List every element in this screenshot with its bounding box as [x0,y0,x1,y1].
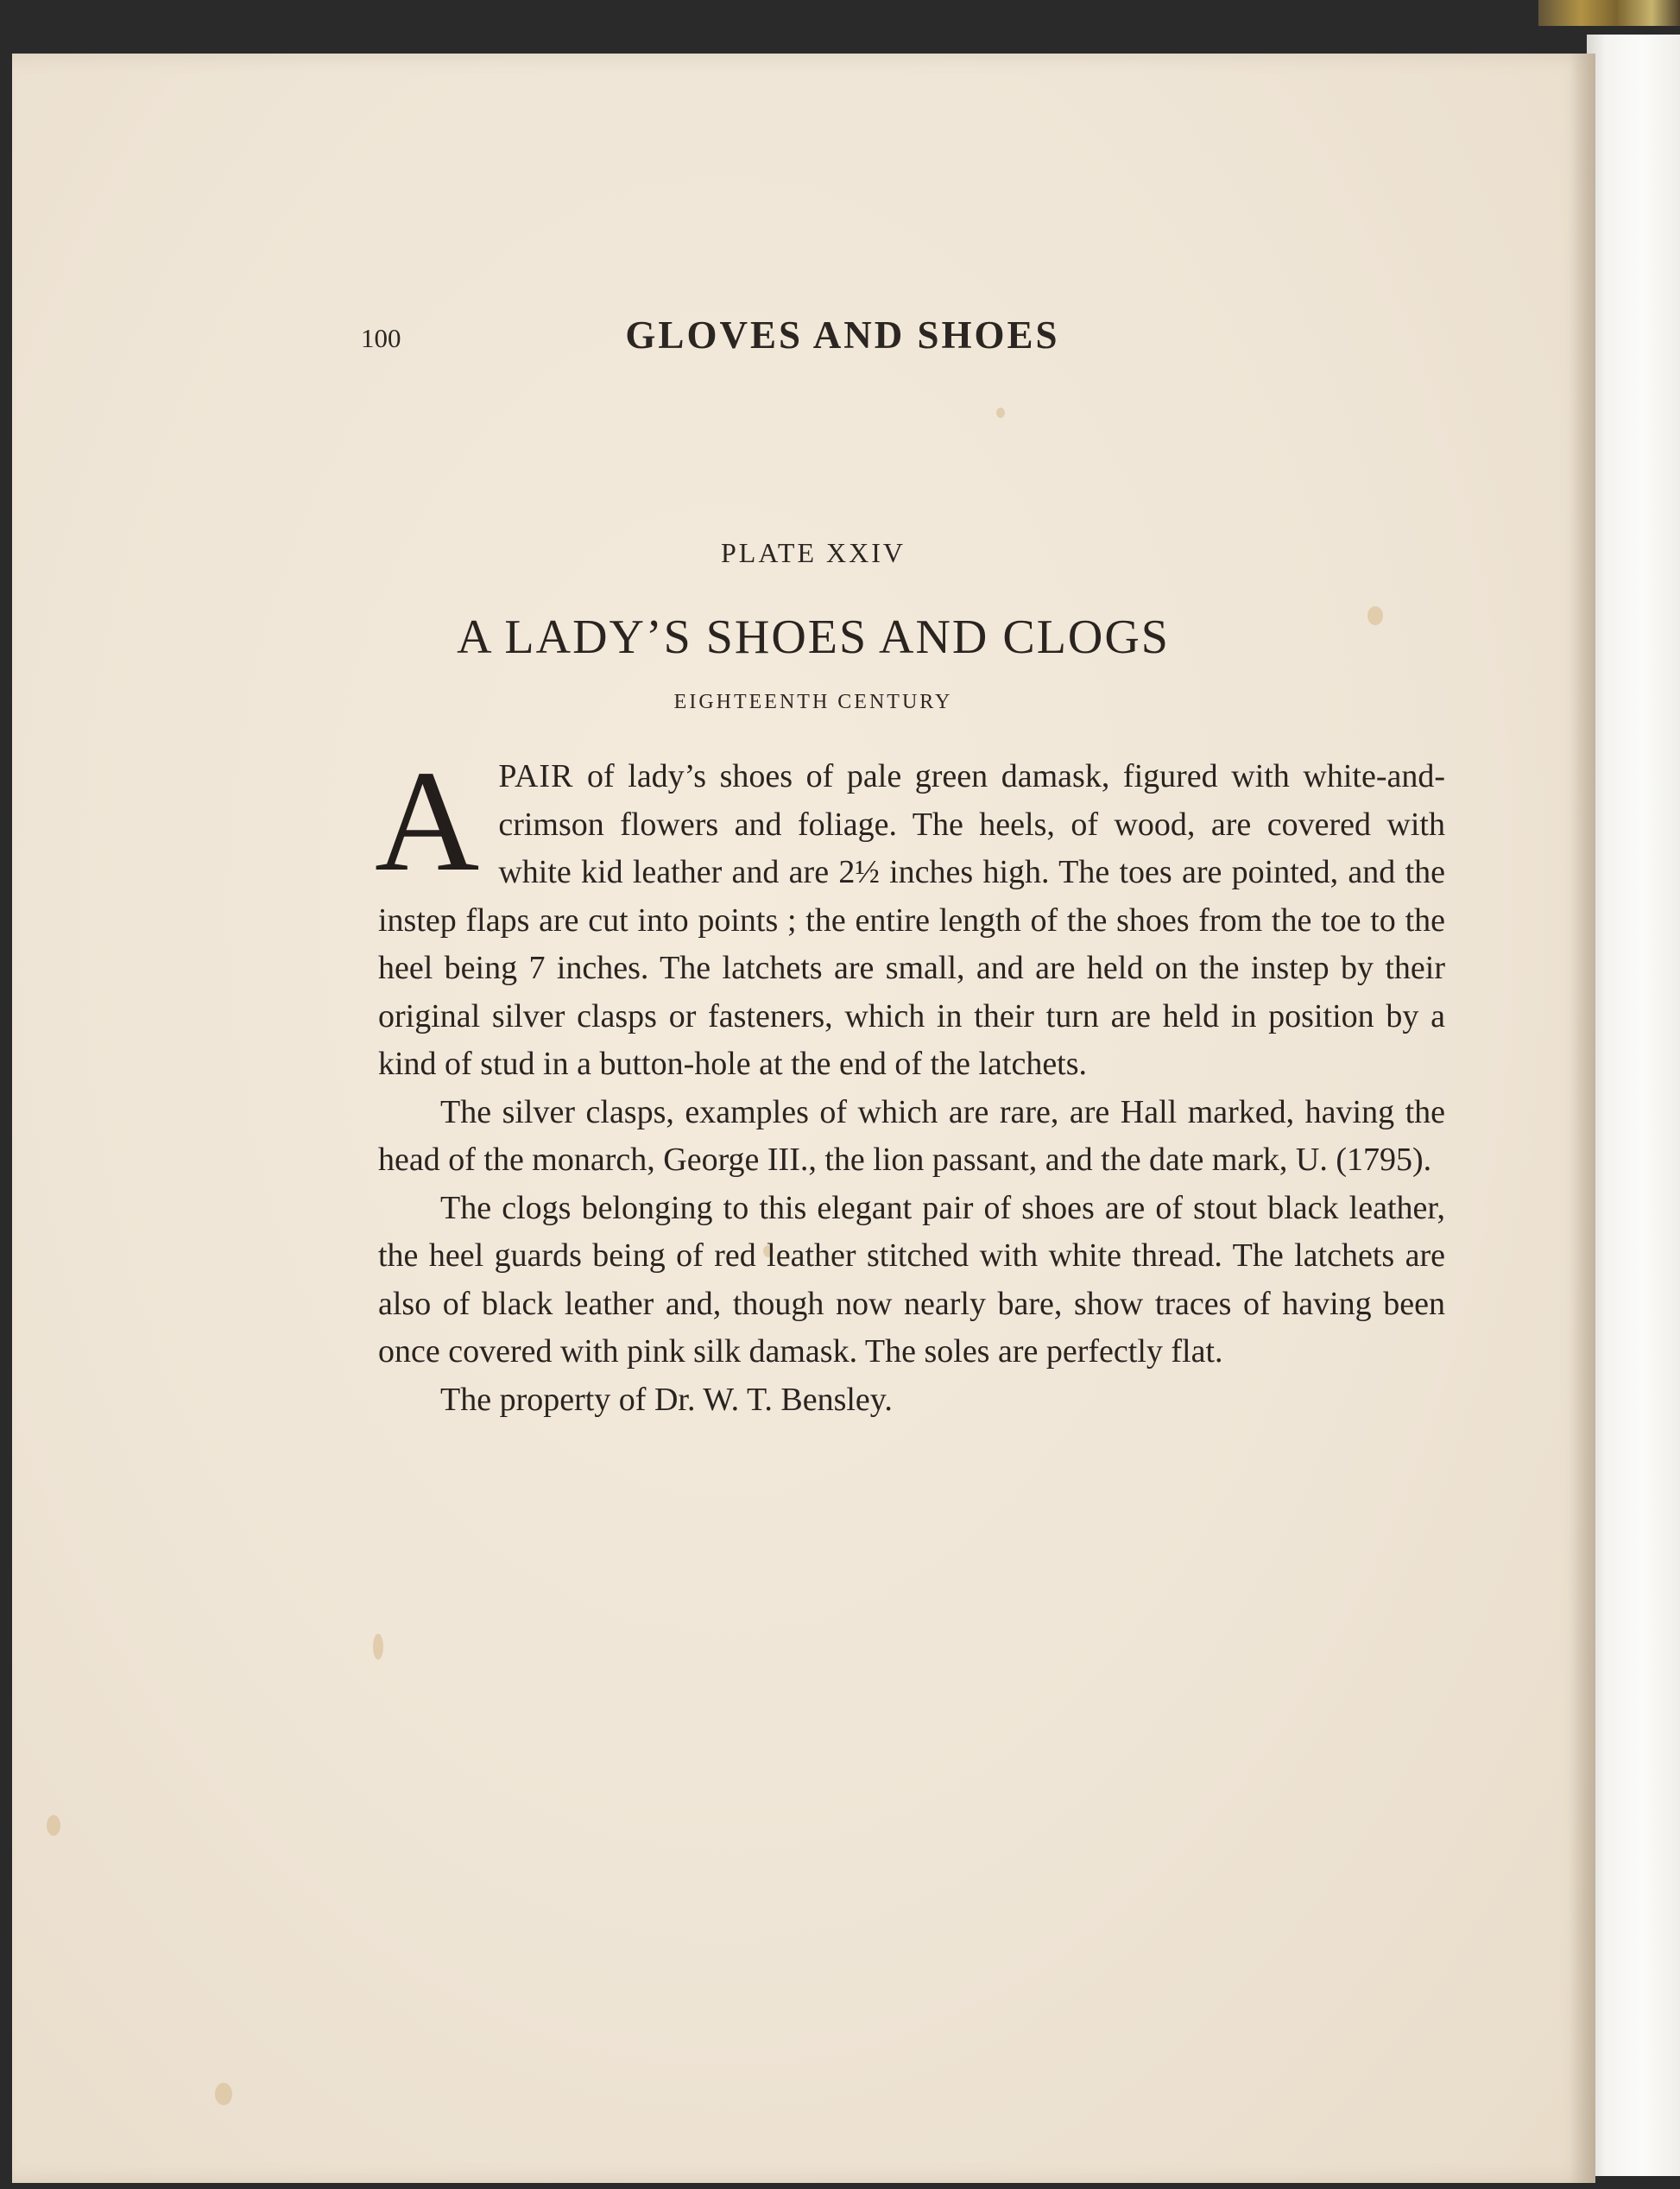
plate-label: PLATE XXIV [721,537,906,568]
book-gilt-edge [1538,0,1680,26]
foxing-spot [996,408,1005,418]
paragraph-3: The clogs belonging to this elegant pair of shoes are of stout black leather, the heel guards being of red leather stitched with white thread. The latchets are also of black leather and, though now nearly bare, show traces of having been once covered with pink silk damask. The soles are perfectly flat. [378,1189,1445,1370]
plate-description [375,741,1445,1424]
running-head [12,313,1595,364]
running-head-title [12,313,1595,357]
running-head-text: GLOVES AND SHOES [625,313,1060,357]
paragraph-4: The property of Dr. W. T. Bensley. [440,1381,893,1418]
paragraph-2: The silver clasps, examples of which are rare, are Hall marked, having the head of the monarch, George III., the lion passant, and the date mark, U. (1795). [378,1093,1445,1178]
lead-word: PAIR [498,758,574,794]
drop-cap: A [375,741,480,902]
foxing-spot [373,1634,383,1660]
page-number: 100 [361,323,401,353]
page-gutter-shadow [1569,54,1595,2183]
paragraph-1-text: of lady’s shoes of pale green damask, figured with white-and-crimson flowers and foliage. The heels, of wood, are covered with white kid leather and are 2½ inches high. The toes are pointed, and the instep flaps are cut into points ; the entire length of the shoes from the toe to the heel being 7 inches. The latchets are small, and are held on the instep by their original silver clasps or fasteners, which in their turn are held in position by a kind of stud in a button-hole at the end of the latchets. [378,758,1445,1082]
next-page-edge [1587,35,1680,2176]
plate-title: A LADY’S SHOES AND CLOGS [457,611,1170,664]
plate-subtitle: EIGHTEENTH CENTURY [673,691,953,713]
foxing-spot [47,1815,60,1836]
foxing-spot [215,2083,232,2105]
book-page [12,54,1595,2183]
paragraph-1 [375,741,1445,1089]
